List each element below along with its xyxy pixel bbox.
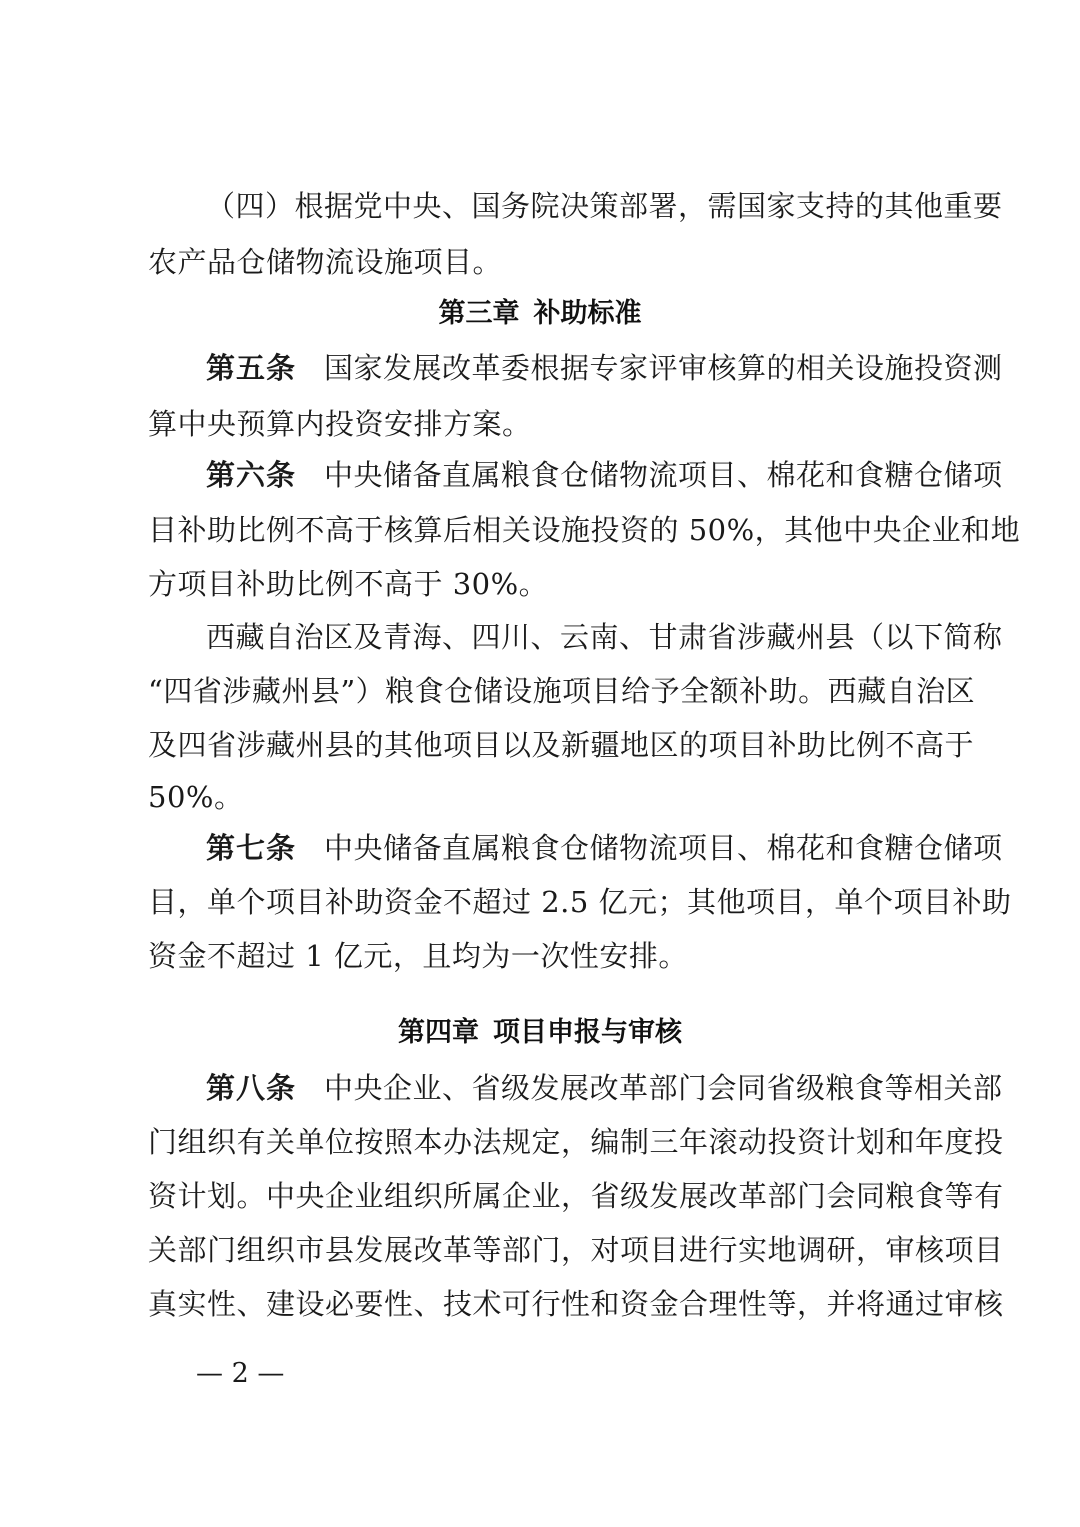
article-6-para2-line-1: 西藏自治区及青海、四川、云南、甘肃省涉藏州县（以下简称 [206,620,1003,654]
page-number: — 2 — [196,1358,285,1389]
chapter-4-title: 项目申报与审核 [493,1017,682,1048]
chapter-4-heading [0,1005,1080,1061]
article-5-label: 第五条 [206,351,297,385]
article-8-line-3: 资计划。中央企业组织所属企业，省级发展改革部门会同粮食等有 [148,1179,1004,1213]
article-6-line-2: 目补助比例不高于核算后相关设施投资的 50%，其他中央企业和地 [148,513,1021,547]
article-6-label: 第六条 [206,458,297,492]
article-7-label: 第七条 [206,831,297,865]
article-5-line-1 [206,340,1003,396]
article-8-label: 第八条 [206,1071,297,1105]
article-7-line-2: 目，单个项目补助资金不超过 2.5 亿元；其他项目，单个项目补助 [148,885,1012,919]
article-5-line-2: 算中央预算内投资安排方案。 [148,407,532,441]
article-6-line-1 [206,447,1003,503]
article-6-para2-line-2: “四省涉藏州县”）粮食仓储设施项目给予全额补助。西藏自治区 [148,674,976,708]
article-6-text: 中央储备直属粮食仓储物流项目、棉花和食糖仓储项 [324,458,1003,492]
paragraph-4-line-2: 农产品仓储物流设施项目。 [148,245,503,279]
article-6-line-3: 方项目补助比例不高于 30%。 [148,567,549,601]
article-5-text: 国家发展改革委根据专家评审核算的相关设施投资测 [324,351,1003,385]
article-6-para2-line-3: 及四省涉藏州县的其他项目以及新疆地区的项目补助比例不高于 [148,728,975,762]
chapter-3-title: 补助标准 [533,298,642,329]
paragraph-4-line-1: （四）根据党中央、国务院决策部署，需国家支持的其他重要 [206,189,1003,223]
article-6-para2-line-4: 50%。 [148,780,244,814]
chapter-3-number: 第三章 [438,298,520,329]
article-8-line-1 [206,1060,1003,1116]
article-8-text: 中央企业、省级发展改革部门会同省级粮食等相关部 [324,1071,1003,1105]
article-8-line-2: 门组织有关单位按照本办法规定，编制三年滚动投资计划和年度投 [148,1125,1004,1159]
article-7-text: 中央储备直属粮食仓储物流项目、棉花和食糖仓储项 [324,831,1003,865]
article-7-line-3: 资金不超过 1 亿元，且均为一次性安排。 [148,939,688,973]
chapter-4-number: 第四章 [398,1017,479,1048]
article-8-line-5: 真实性、建设必要性、技术可行性和资金合理性等，并将通过审核 [148,1287,1004,1321]
article-8-line-4: 关部门组织市县发展改革等部门，对项目进行实地调研，审核项目 [148,1233,1004,1267]
article-7-line-1 [206,820,1003,876]
chapter-3-heading [0,286,1080,342]
